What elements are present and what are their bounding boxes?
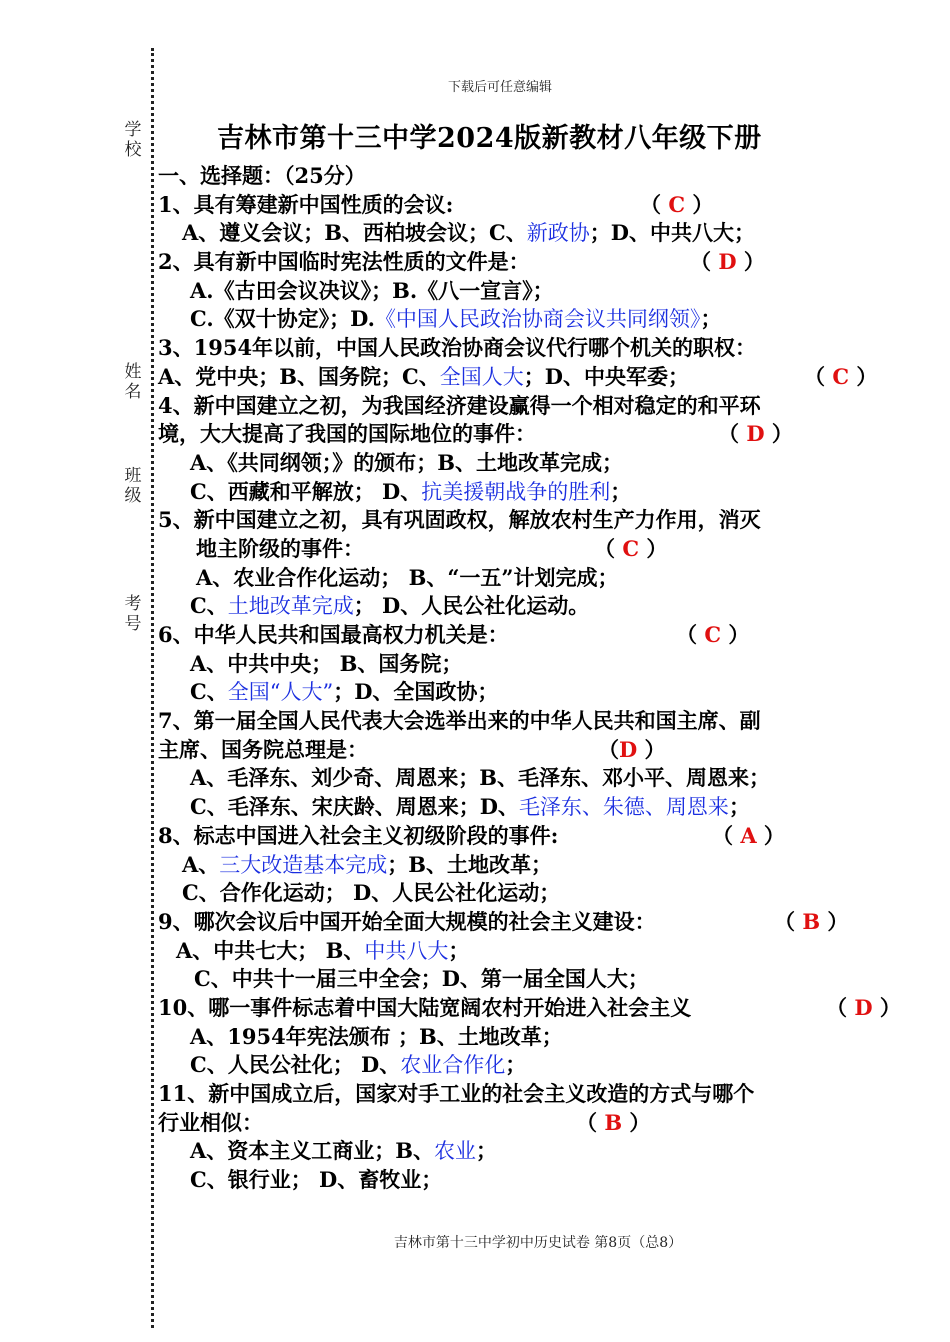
question-5-stem-line-2: 地主阶级的事件： （ C ） [158,535,898,564]
answer: D [619,736,638,762]
answer-bracket: （ C ） [804,363,878,389]
answer-bracket: （ A ） [712,822,785,848]
section-heading: 一、选择题：（25分） [158,163,366,188]
question-10-options-line-1: A、1954年宪法颁布 ；B、土地改革； [190,1023,563,1049]
answer-bracket: （ C ） [640,191,714,217]
sidebar-exam-number-label: 考号 [124,594,142,634]
sidebar-name-label: 姓名 [124,362,142,402]
question-7-options-line-1: A、毛泽东、刘少奇、周恩来；B、毛泽东、邓小平、周恩来； [190,765,771,791]
highlighted-option: 全国“人大” [227,680,334,705]
answer: C [668,191,686,217]
question-7-stem-line-2: 主席、国务院总理是： （D ） [158,736,898,765]
question-9-options-line-1: A、中共七大； B、中共八大； [176,937,470,963]
question-8-options-line-2: C、合作化运动； D、人民公社化运动； [182,880,561,906]
question-4-options-line-1: A、《共同纲领；》的颁布；B、土地改革完成； [190,449,624,475]
question-2 [158,248,898,277]
answer: D [854,994,873,1020]
answer-bracket: （ D ） [826,994,901,1020]
answer-bracket: （ D ） [718,421,793,447]
highlighted-option: 新政协 [526,221,590,246]
question-6: 6、中华人民共和国最高权力机关是： （ C ） [158,621,898,650]
highlighted-option: 毛泽东、朱德、周恩来 [518,795,729,820]
question-5-options-line-2: C、土地改革完成； D、人民公社化运动。 [190,593,590,619]
question-11-options-line-2: C、银行业； D、畜牧业； [190,1167,443,1193]
question-9-options-line-2: C、中共十一届三中全会；D、第一届全国人大； [194,966,649,992]
question-2-options-line-2: C.《双十协定》；D.《中国人民政治协商会议共同纲领》； [190,306,722,332]
highlighted-option: 中共八大 [364,938,449,963]
question-1 [158,191,898,220]
page-title: 吉林市第十三中学2024版新教材八年级下册 [217,123,762,154]
question-8: 8、标志中国进入社会主义初级阶段的事件: （ A ） [158,822,898,851]
question-5-options-line-1: A、农业合作化运动； B、“一五”计划完成； [196,564,619,590]
question-4-stem-line-2: 境，大大提高了我国的国际地位的事件： （ D ） [158,420,898,449]
answer: B [802,908,821,934]
answer-bracket: （ B ） [576,1109,651,1135]
answer-bracket: （ C ） [676,622,750,647]
question-5-stem-line-1: 5、新中国建立之初，具有巩固政权，解放农村生产力作用，消灭 [158,507,761,533]
question-7-stem-line-1: 7、第一届全国人民代表大会选举出来的中华人民共和国主席、副 [158,708,761,734]
question-4-stem-line-1: 4、新中国建立之初，为我国经济建设赢得一个相对稳定的和平环 [158,392,761,418]
question-9: 9、哪次会议后中国开始全面大规模的社会主义建设： （ B ） [158,908,898,937]
answer: D [746,421,765,447]
answer: A [740,822,757,848]
question-8-options-line-1: A、三大改造基本完成；B、土地改革； [182,851,553,877]
highlighted-option: 农业 [434,1139,477,1164]
answer: C [622,535,640,561]
answer: D [718,249,737,275]
highlighted-option: 抗美援朝战争的胜利 [421,479,611,504]
sidebar-school-label: 学校 [124,120,142,160]
answer-bracket: （ B ） [774,908,849,934]
answer: C [704,622,722,647]
highlighted-option: 土地改革完成 [227,594,354,619]
question-3: 3、1954年以前，中国人民政治协商会议代行哪个机关的职权： [158,335,757,361]
question-11-stem-line-1: 11、新中国成立后，国家对手工业的社会主义改造的方式与哪个 [158,1081,755,1106]
highlighted-option: 《中国人民政治协商会议共同纲领》 [374,307,701,332]
answer-bracket: （ C ） [594,535,668,561]
question-list [158,162,901,1195]
answer: C [832,363,850,389]
highlighted-option: 农业合作化 [400,1053,506,1078]
binding-dotted-line [151,48,154,1328]
answer: B [604,1109,623,1135]
question-10-options-line-2: C、人民公社化； D、农业合作化； [190,1052,527,1078]
answer-bracket: （D ） [598,736,666,762]
header-note: 下载后可任意编辑 [447,80,552,95]
question-11-stem-line-2: 行业相似： （ B ） [158,1109,898,1138]
question-1-options: A、遵义会议；B、西柏坡会议；C、新政协；D、中共八大； [182,220,755,246]
page-footer: 吉林市第十三中学初中历史试卷 第8页（总8） [393,1235,683,1251]
highlighted-option: 全国人大 [439,364,524,389]
question-11-options-line-1: A、资本主义工商业；B、农业； [190,1138,498,1164]
question-6-options-line-1: A、中共中央； B、国务院； [190,650,463,676]
highlighted-option: 三大改造基本完成 [219,852,388,877]
question-10: 10、哪一事件标志着中国大陆宽阔农村开始进入社会主义 （ D ） [158,994,898,1023]
sidebar-class-label: 班级 [124,466,142,506]
question-3-options: A、党中央；B、国务院；C、全国人大；D、中央军委； （ C ） [158,363,898,392]
question-stem: 2、具有新中国临时宪法性质的文件是： [158,249,530,275]
question-2-options-line-1: A.《古田会议决议》；B.《八一宣言》； [190,277,554,303]
question-stem: 1、具有筹建新中国性质的会议: [158,191,454,217]
question-4-options-line-2: C、西藏和平解放； D、抗美援朝战争的胜利； [190,478,632,504]
answer-bracket: （ D ） [690,249,765,275]
question-6-options-line-2: C、全国“人大”；D、全国政协； [190,679,499,705]
question-7-options-line-2: C、毛泽东、宋庆龄、周恩来；D、毛泽东、朱德、周恩来； [190,794,750,820]
